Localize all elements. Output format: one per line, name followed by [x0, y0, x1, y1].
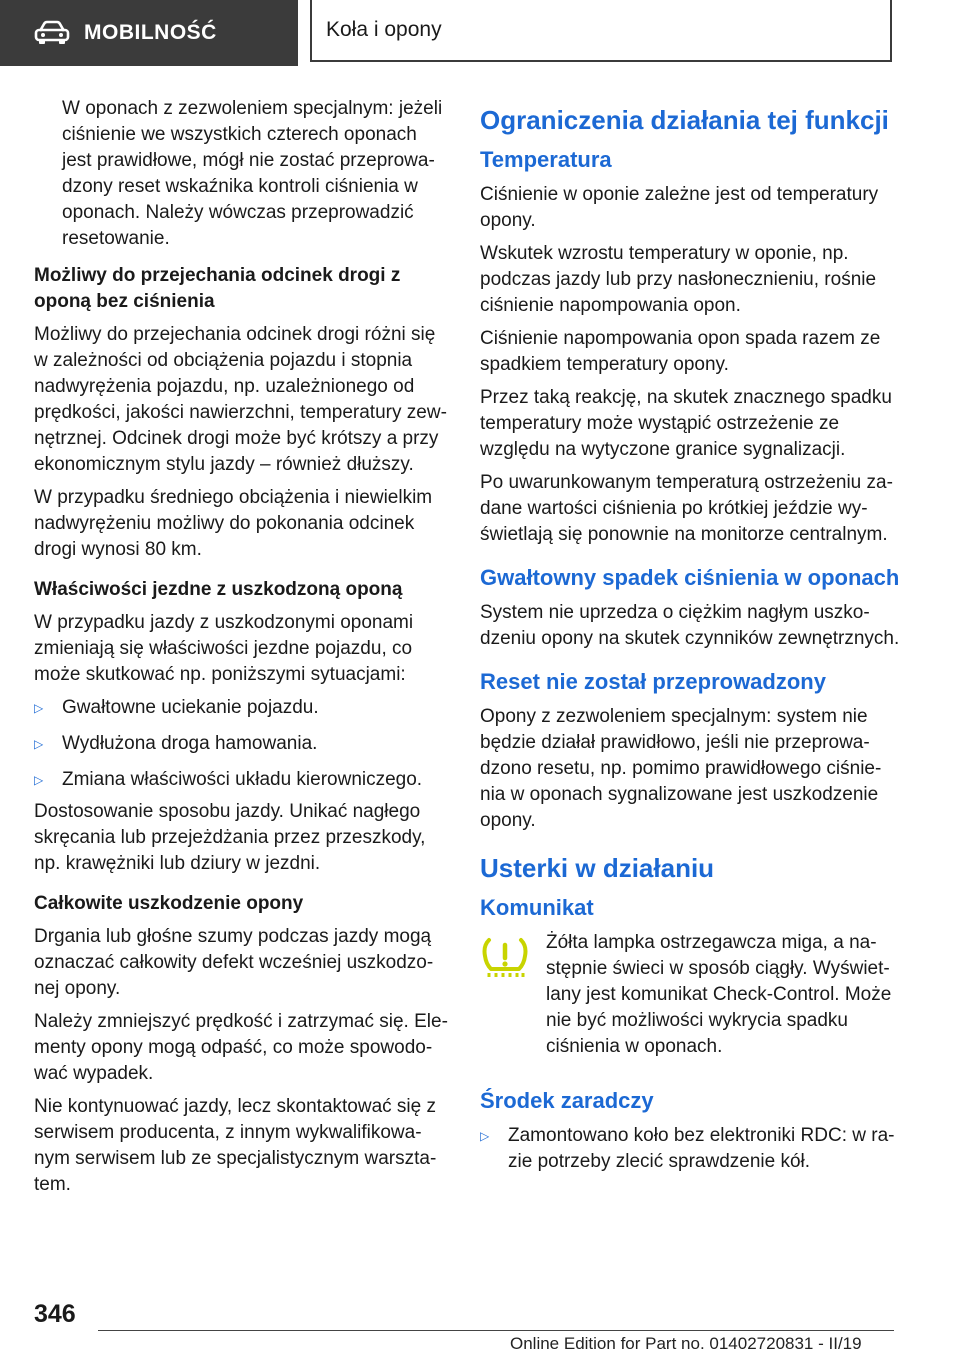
list-item — [34, 695, 448, 721]
car-icon — [34, 20, 70, 46]
right-column — [480, 96, 900, 1185]
range-paragraph-2: W przypadku średniego obciążenia i niewielkim nadwyrężeniu możliwy do pokonania odcinek drogi wynosi 80 km. — [34, 487, 433, 560]
footer-divider — [98, 1330, 894, 1331]
list-item-text: Zamontowano koło bez elektroniki RDC: w razie potrzeby zlecić sprawdzenie kół. — [508, 1125, 895, 1172]
triangle-bullet-icon: ▷ — [34, 773, 44, 787]
temperature-paragraph-3: Ciśnienie napompowania opon spada razem ze spadkiem temperatury opony. — [480, 328, 881, 375]
remedy-heading: Środek zaradczy — [480, 1088, 654, 1113]
reset-heading: Reset nie został przeprowadzony — [480, 669, 826, 694]
list-item-text: Wydłużona droga hamowania. — [62, 733, 318, 754]
message-heading: Komunikat — [480, 895, 594, 920]
message-block — [480, 930, 900, 1067]
edition-label: Online Edition for Part no. 01402720831 - II/19 — [510, 1334, 862, 1353]
tire-pressure-warning-icon — [480, 936, 546, 988]
temperature-heading: Temperatura — [480, 147, 612, 172]
section-tab — [0, 0, 298, 66]
intro-paragraph: W oponach z zezwoleniem specjalnym: jeżeli ciśnienie we wszystkich czterech oponach jest prawidłowe, mógł nie zostać przeprowadzony reset wskaźnika kontroli ciśnienia w oponach. Należy wówczas przeprowadzić resetowanie. — [62, 98, 443, 249]
temperature-paragraph-1: Ciśnienie w oponie zależne jest od temperatury opony. — [480, 184, 879, 231]
temperature-paragraph-2: Wskutek wzrostu temperatury w oponie, np. podczas jazdy lub przy nasłonecznieniu, rośnie ciśnienie napompowania opon. — [480, 243, 877, 316]
failure-paragraph-3: Nie kontynuować jazdy, lecz skontaktować się z serwisem producenta, z innym wykwalifikowanym serwisem lub ze specjalistycznym warsztatem. — [34, 1096, 437, 1195]
temperature-paragraph-4: Przez taką reakcję, na skutek znacznego spadku temperatury może wystąpić ostrzeżenie ze względu na wytyczone granice sygnalizacji. — [480, 387, 892, 460]
left-column — [34, 96, 448, 1205]
message-paragraph: Żółta lampka ostrzegawcza miga, a następnie świeci w sposób ciągły. Wyświetlany jest komunikat Check-Control. Może nie być możliwości wykrycia spadku ciśnienia w oponach. — [546, 932, 892, 1057]
page-number: 346 — [34, 1300, 76, 1328]
list-item — [34, 767, 448, 793]
chapter-label: Koła i opony — [326, 18, 442, 41]
triangle-bullet-icon: ▷ — [34, 737, 44, 751]
handling-paragraph-2: Dostosowanie sposobu jazdy. Unikać nagłego skręcania lub przejeżdżania przez przeszkody, np. krawężniki lub dziury w jezdni. — [34, 801, 426, 874]
list-item-text: Zmiana właściwości układu kierowniczego. — [62, 769, 423, 790]
temperature-paragraph-5: Po uwarunkowanym temperaturą ostrzeżeniu zadane wartości ciśnienia po krótkiej jeździe wyświetlają się ponownie na monitorze centralnym. — [480, 472, 893, 545]
limits-heading: Ograniczenia działania tej funkcji — [480, 105, 889, 135]
reset-paragraph: Opony z zezwoleniem specjalnym: system nie będzie działał prawidłowo, jeśli nie przeprowadzono resetu, np. pomimo prawidłowego ciśnienia w oponach sygnalizowane jest uszkodzenie opony. — [480, 706, 882, 831]
failure-heading: Całkowite uszkodzenie opony — [34, 893, 304, 914]
list-item — [34, 731, 448, 757]
pressure-drop-heading: Gwałtowny spadek ciśnienia w oponach — [480, 565, 900, 590]
triangle-bullet-icon: ▷ — [34, 701, 44, 715]
list-item-text: Gwałtowne uciekanie pojazdu. — [62, 697, 319, 718]
handling-paragraph-1: W przypadku jazdy z uszkodzonymi oponami zmieniają się właściwości jezdne pojazdu, co może skutkować np. poniższymi sytuacjami: — [34, 612, 414, 685]
range-paragraph-1: Możliwy do przejechania odcinek drogi różni się w zależności od obciążenia pojazdu i stopnia nadwyrężenia pojazdu, np. uzależnionego od prędkości, jakości nawierzchni, temperatury zewnętrznej. Odcinek drogi może być krótszy a przy ekonomicznym stylu jazdy – również dłuższy. — [34, 324, 447, 475]
handling-heading: Właściwości jezdne z uszkodzoną oponą — [34, 579, 403, 600]
faults-heading: Usterki w działaniu — [480, 853, 715, 883]
failure-paragraph-2: Należy zmniejszyć prędkość i zatrzymać się. Elementy opony mogą odpaść, co może spowodować wypadek. — [34, 1011, 448, 1084]
failure-paragraph-1: Drgania lub głośne szumy podczas jazdy mogą oznaczać całkowity defekt wcześniej uszkodzonej opony. — [34, 926, 434, 999]
triangle-bullet-icon: ▷ — [480, 1129, 490, 1143]
list-item — [480, 1123, 900, 1175]
page-header — [0, 0, 960, 66]
section-label: MOBILNOŚĆ — [84, 21, 217, 44]
chapter-tab — [310, 0, 892, 62]
range-heading: Możliwy do przejechania odcinek drogi z oponą bez ciśnienia — [34, 265, 401, 312]
pressure-drop-paragraph: System nie uprzedza o ciężkim nagłym uszkodzeniu opony na skutek czynników zewnętrznych. — [480, 602, 900, 649]
